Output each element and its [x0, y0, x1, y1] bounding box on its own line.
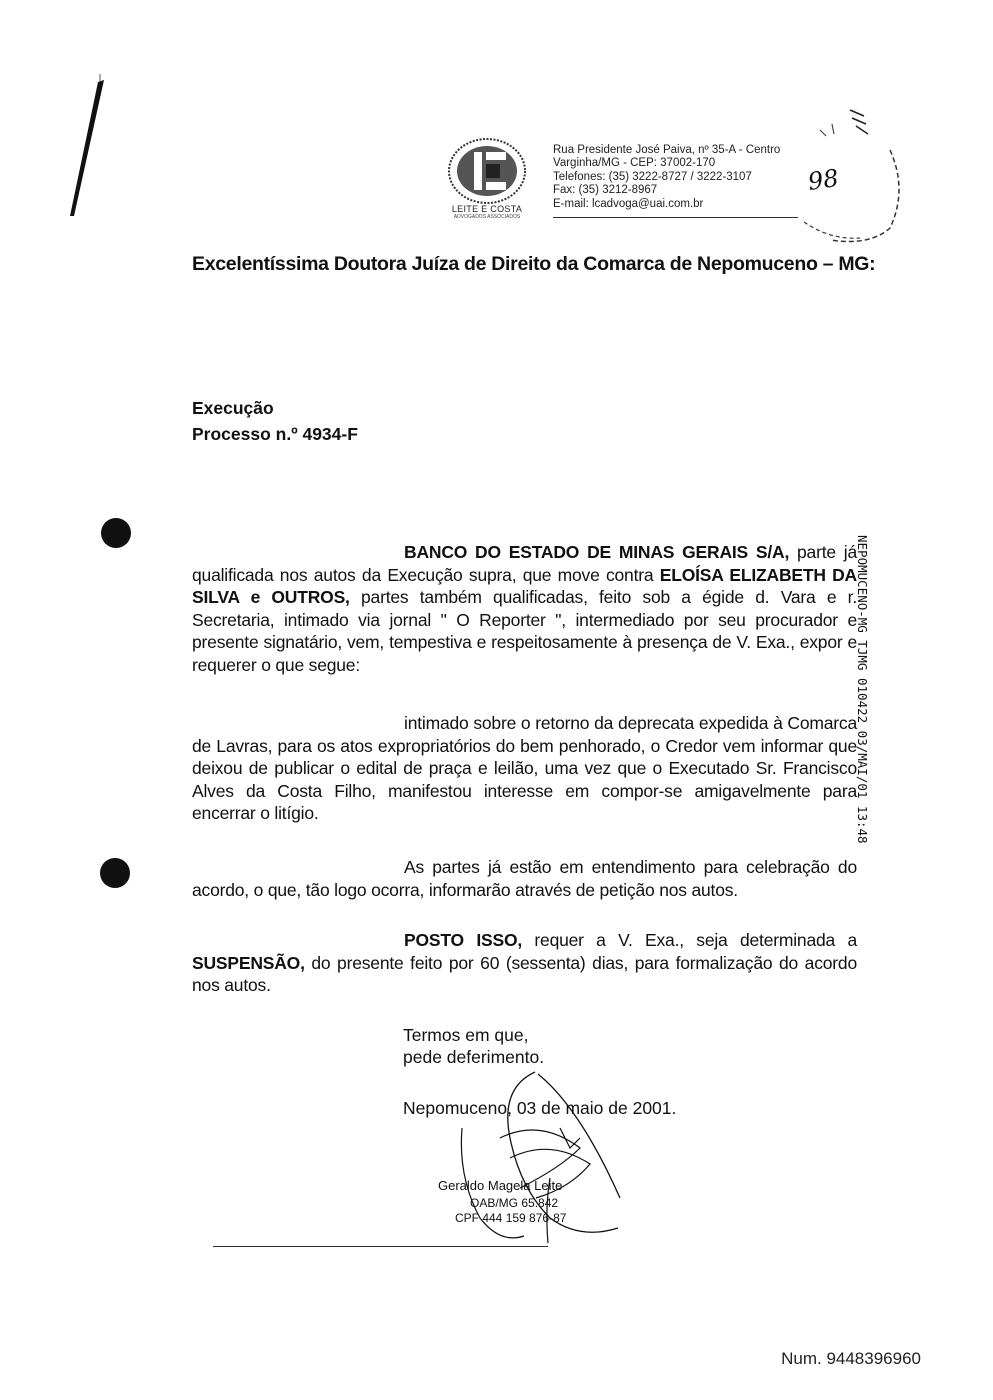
letterhead-rule [553, 217, 798, 218]
scan-margin-mark [60, 70, 110, 220]
address-line: Varginha/MG - CEP: 37002-170 [553, 157, 716, 170]
signatory-name: Geraldo Magela Leite [438, 1178, 563, 1193]
case-type: Execução [192, 398, 274, 418]
address-line: Telefones: (35) 3222-8727 / 3222-3107 [553, 170, 752, 183]
case-number: Processo n.º 4934-F [192, 424, 358, 444]
plaintiff-name: BANCO DO ESTADO DE MINAS GERAIS S/A, [404, 542, 790, 562]
firm-subtitle: ADVOGADOS ASSOCIADOS [453, 214, 521, 220]
page-number-stamp: 98 [806, 164, 841, 196]
firm-logo [446, 138, 528, 208]
document-number: Num. 9448396960 [781, 1349, 921, 1368]
paragraph-request: POSTO ISSO, requer a V. Exa., seja determinada a SUSPENSÃO, do presente feito por 60 (sessenta) dias, para formalização do acordo nos autos. [192, 930, 857, 996]
closing-line-1: Termos em que, [403, 1025, 529, 1045]
signatory-cpf: CPF 444 159 876-87 [455, 1211, 567, 1225]
receipt-stamp: NEPOMUCENO-MG TJMG 010422 03/MAI/01 13:48 [855, 535, 870, 844]
address-line: Rua Presidente José Paiva, nº 35-A - Centro [553, 144, 781, 156]
paragraph-agreement: As partes já estão em entendimento para celebração do acordo, o que, tão logo ocorra, informarão através de petição nos autos. [192, 857, 857, 900]
firm-name: LEITE E COSTA [451, 204, 523, 214]
footer-rule [213, 1246, 548, 1247]
letterhead-address [553, 144, 780, 211]
paragraph-facts: intimado sobre o retorno da deprecata expedida à Comarca de Lavras, para os atos expropriatórios do bem penhorado, o Credor vem informar que deixou de publicar o edital de praça e leilão, uma vez que o Executado Sr. Francisco Alves da Costa Filho, manifestou interesse em compor-se amigavelmente para encerrar o litígio. [192, 713, 857, 824]
defendant-name: ELOÍSA ELIZABETH DA SILVA e OUTROS, [192, 564, 857, 608]
addressee: Excelentíssima Doutora Juíza de Direito da Comarca de Nepomuceno – MG: [192, 253, 876, 275]
paragraph-qualification: BANCO DO ESTADO DE MINAS GERAIS S/A, parte já qualificada nos autos da Execução supra, que move contra ELOÍSA ELIZABETH DA SILVA e OUTROS, partes também qualificadas, feito sob a égide d. Vara e r. Secretaria, intimado via jornal " O Reporter ", intermediado por seu procurador e presente signatário, vem, tempestiva e respeitosamente à presença de V. Exa., expor e requerer o que segue: [192, 542, 858, 675]
address-line: E-mail: lcadvoga@uai.com.br [553, 197, 704, 210]
place-date: Nepomuceno, 03 de maio de 2001. [403, 1098, 677, 1118]
suspension-keyword: SUSPENSÃO, [192, 952, 305, 973]
closing-line-2: pede deferimento. [403, 1047, 545, 1067]
address-line: Fax: (35) 3212-8967 [553, 184, 658, 197]
signatory-oab: OAB/MG 65.842 [470, 1196, 559, 1210]
punch-hole-mark [101, 518, 131, 548]
punch-hole-mark [100, 858, 130, 888]
